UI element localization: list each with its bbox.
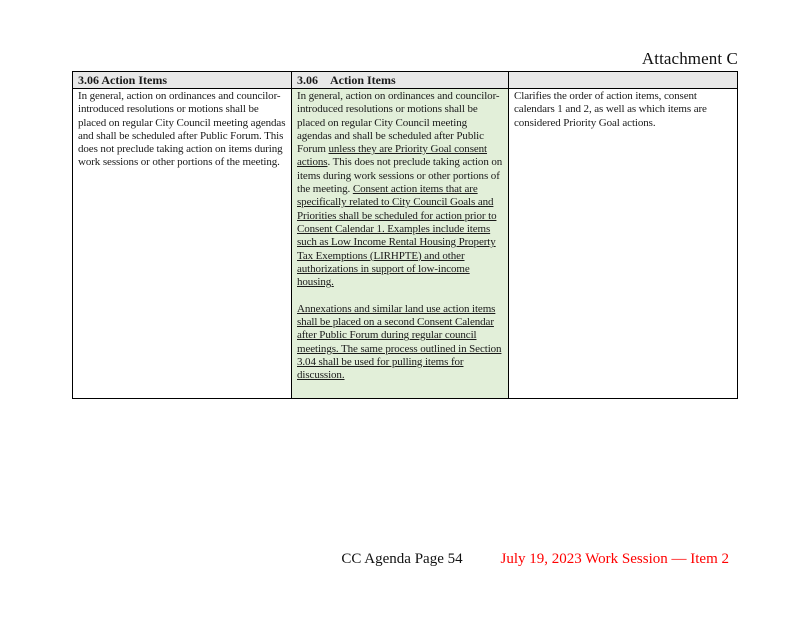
table-body-row xyxy=(73,89,738,399)
footer-session-label: July 19, 2023 Work Session — Item 2 xyxy=(500,551,729,567)
table-header-row xyxy=(73,72,738,89)
revised-text-cell xyxy=(292,89,509,399)
header-revised-number: 3.06 xyxy=(297,73,318,87)
footer-page-label: CC Agenda Page 54 xyxy=(341,551,463,567)
attachment-label: Attachment C xyxy=(641,49,738,68)
comparison-table xyxy=(72,71,738,399)
header-cell-original xyxy=(73,72,292,89)
original-text-cell: In general, action on ordinances and councilor-introduced resolutions or motions shall be placed on regular City Council meeting agendas and shall be scheduled after Public Forum. This does not preclude taking action on items during work sessions or other portions of the meeting. xyxy=(73,89,292,399)
text-segment: In general, action on ordinances and councilor-introduced resolutions or motions shall be placed on regular City Council meeting agendas and shall be scheduled after Public Forum xyxy=(297,90,500,156)
inserted-text-segment: unless they are Priority Goal consent actions xyxy=(297,143,488,169)
header-cell-notes xyxy=(509,72,738,89)
notes-text-cell: Clarifies the order of action items, consent calendars 1 and 2, as well as which items are considered Priority Goal actions. xyxy=(509,89,738,399)
header-cell-revised xyxy=(292,72,509,89)
text-segment: . This does not preclude taking action on items during work sessions or other portions of the meeting. xyxy=(297,156,503,196)
inserted-text-segment: Consent action items that are specifically related to City Council Goals and Priorities shall be scheduled for action prior to Consent Calendar 1. Examples include items such as Low Income Rental Housing Property Tax Exemptions (LIRHPTE) and other authorizations in support of low-income housing. xyxy=(297,183,497,289)
header-original-label: 3.06 Action Items xyxy=(78,73,167,87)
inserted-text-segment: Annexations and similar land use action items shall be placed on a second Consent Calendar after Public Forum during regular council meetings. The same process outlined in Section 3.04 shall be used for pulling items for discussion. xyxy=(297,302,502,382)
header-revised-label: Action Items xyxy=(330,73,396,87)
